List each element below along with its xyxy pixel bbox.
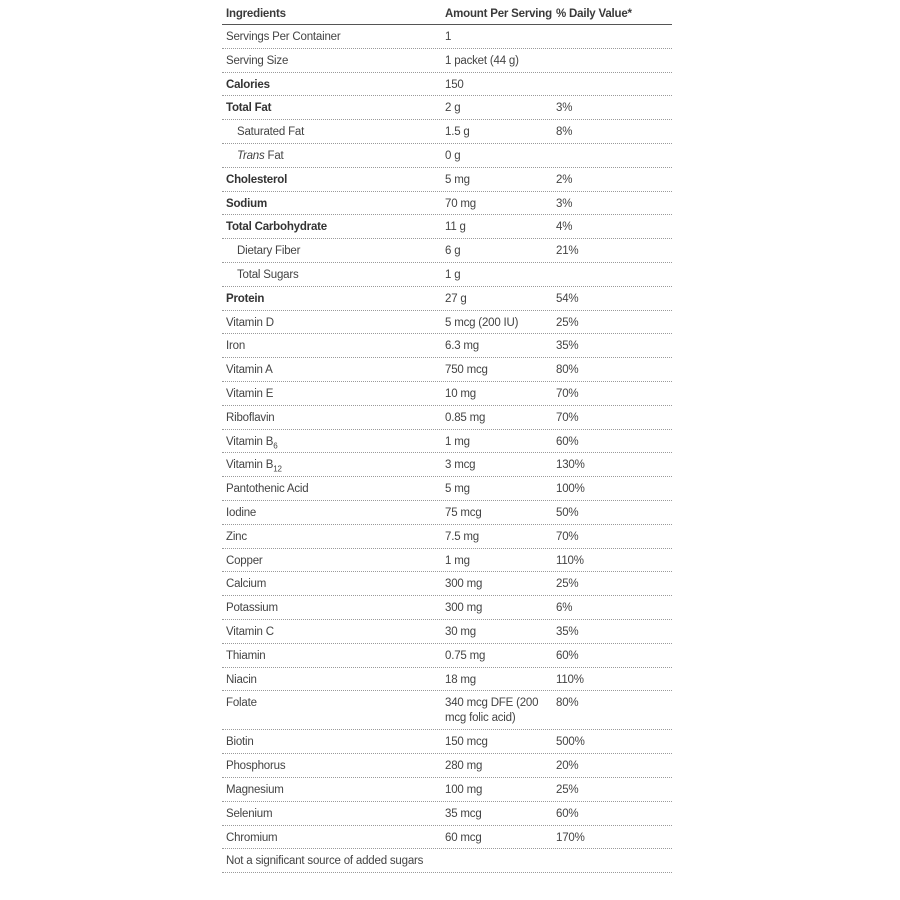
nutrient-amount: 150: [445, 78, 464, 91]
nutrient-amount: 3 mcg: [445, 459, 476, 472]
nutrient-name: Vitamin D: [226, 316, 274, 329]
nutrient-name: Total Sugars: [237, 268, 299, 281]
amount-header: Amount Per Serving: [445, 8, 552, 20]
nutrient-amount: 340 mcg DFE (200 mcg folic acid): [445, 697, 539, 725]
nutrient-daily-value: [556, 144, 672, 149]
nutrient-daily-value: 100%: [556, 483, 585, 496]
nutrient-name: [222, 430, 445, 450]
nutrient-amount: 2 g: [445, 102, 461, 115]
nutrient-name: Niacin: [226, 673, 257, 686]
nutrient-daily-value: [556, 49, 672, 54]
table-row: [222, 406, 672, 430]
added-sugars-footnote: Not a significant source of added sugars: [226, 855, 424, 868]
table-row: [222, 168, 672, 192]
table-row: [222, 215, 672, 239]
daily-value-header: % Daily Value*: [556, 8, 632, 20]
vitamin-subscript: 6: [273, 440, 278, 450]
table-row: [222, 358, 672, 382]
nutrient-daily-value: 50%: [556, 506, 579, 519]
nutrient-amount: 75 mcg: [445, 506, 482, 519]
nutrient-daily-value: 25%: [556, 783, 579, 796]
nutrient-amount: 1 packet (44 g): [445, 54, 519, 67]
nutrient-amount: 300 mg: [445, 602, 483, 615]
nutrient-daily-value: 6%: [556, 602, 573, 615]
nutrient-name: [222, 144, 445, 164]
table-row: [222, 778, 672, 802]
nutrient-name: Thiamin: [226, 649, 266, 662]
nutrient-name: Riboflavin: [226, 411, 275, 424]
table-row: [222, 477, 672, 501]
nutrient-amount: 280 mg: [445, 760, 483, 773]
nutrient-daily-value: [556, 73, 672, 78]
nutrient-daily-value: 110%: [556, 673, 584, 686]
nutrient-amount: 5 mg: [445, 173, 470, 186]
nutrient-amount: 70 mg: [445, 197, 476, 210]
table-row: [222, 453, 672, 477]
nutrient-daily-value: 21%: [556, 245, 579, 258]
nutrient-daily-value: 60%: [556, 435, 579, 448]
nutrient-name: Phosphorus: [226, 760, 286, 773]
nutrient-daily-value: 3%: [556, 102, 573, 115]
nutrient-name: Zinc: [226, 530, 247, 543]
nutrient-daily-value: 54%: [556, 292, 579, 305]
nutrient-name: Vitamin E: [226, 387, 274, 400]
table-row: [222, 802, 672, 826]
nutrient-name: Magnesium: [226, 783, 284, 796]
nutrient-amount: 1 mg: [445, 554, 470, 567]
table-row: [222, 25, 672, 49]
trans-label: Trans: [237, 149, 265, 162]
table-row: [222, 311, 672, 335]
nutrient-daily-value: 70%: [556, 530, 579, 543]
nutrient-amount: 10 mg: [445, 387, 476, 400]
table-row: [222, 96, 672, 120]
nutrient-name: Protein: [226, 292, 265, 305]
nutrient-daily-value: [556, 25, 672, 30]
table-row: [222, 572, 672, 596]
nutrient-name: Pantothenic Acid: [226, 483, 309, 496]
nutrient-amount: 6 g: [445, 245, 461, 258]
table-row: [222, 287, 672, 311]
table-row: [222, 144, 672, 168]
nutrient-name: Total Fat: [226, 102, 272, 115]
table-row: [222, 691, 672, 730]
nutrient-daily-value: 4%: [556, 221, 573, 234]
nutrient-amount: 150 mcg: [445, 736, 488, 749]
nutrient-name: Iron: [226, 340, 246, 353]
nutrient-daily-value: 80%: [556, 697, 579, 710]
nutrient-daily-value: 25%: [556, 578, 579, 591]
vitamin-subscript: 12: [273, 464, 282, 474]
nutrient-amount: 1: [445, 31, 452, 43]
nutrient-daily-value: 170%: [556, 831, 585, 844]
nutrient-name: Total Carbohydrate: [226, 221, 327, 234]
nutrient-name: Cholesterol: [226, 173, 288, 186]
nutrient-amount: 60 mcg: [445, 831, 482, 844]
nutrient-name: Calories: [226, 78, 270, 91]
nutrient-amount: 1 mg: [445, 435, 470, 448]
nutrient-name: Servings Per Container: [226, 31, 341, 43]
table-row: [222, 549, 672, 573]
nutrient-daily-value: 60%: [556, 807, 579, 820]
table-header: [222, 2, 672, 25]
nutrient-amount: 1.5 g: [445, 126, 470, 139]
nutrient-daily-value: 3%: [556, 197, 573, 210]
nutrient-name: Serving Size: [226, 54, 289, 67]
nutrient-name: Saturated Fat: [237, 126, 305, 139]
nutrient-daily-value: 2%: [556, 173, 573, 186]
table-row: [222, 73, 672, 97]
table-row: [222, 826, 672, 850]
nutrient-daily-value: 8%: [556, 126, 573, 139]
nutrient-daily-value: [556, 263, 672, 268]
table-row: [222, 192, 672, 216]
nutrient-amount: 7.5 mg: [445, 530, 479, 543]
nutrient-name: Vitamin A: [226, 364, 273, 377]
table-row: [222, 501, 672, 525]
nutrient-amount: 1 g: [445, 268, 461, 281]
nutrient-amount: 0 g: [445, 149, 461, 162]
nutrient-daily-value: 35%: [556, 625, 579, 638]
ingredients-header: Ingredients: [226, 8, 286, 20]
table-footnote-row: [222, 849, 672, 873]
nutrient-daily-value: 500%: [556, 736, 585, 749]
nutrient-amount: 0.75 mg: [445, 649, 486, 662]
nutrient-name: Vitamin C: [226, 625, 274, 638]
table-row: [222, 668, 672, 692]
nutrient-amount: 5 mcg (200 IU): [445, 316, 519, 329]
nutrient-name: Potassium: [226, 602, 278, 615]
table-row: [222, 525, 672, 549]
nutrient-daily-value: 25%: [556, 316, 579, 329]
nutrient-name: [222, 453, 445, 473]
nutrient-amount: 750 mcg: [445, 364, 488, 377]
table-row: [222, 644, 672, 668]
nutrient-name: Iodine: [226, 506, 257, 519]
table-row: [222, 120, 672, 144]
nutrient-daily-value: 80%: [556, 364, 579, 377]
nutrient-name: Biotin: [226, 736, 254, 749]
nutrient-daily-value: 130%: [556, 459, 585, 472]
nutrient-amount: 6.3 mg: [445, 340, 479, 353]
table-row: [222, 334, 672, 358]
nutrient-daily-value: 35%: [556, 340, 579, 353]
nutrient-amount: 35 mcg: [445, 807, 482, 820]
nutrient-daily-value: 60%: [556, 649, 579, 662]
nutrition-facts-table: [222, 2, 672, 873]
nutrient-amount: 30 mg: [445, 625, 476, 638]
nutrient-daily-value: 70%: [556, 387, 579, 400]
nutrient-daily-value: 70%: [556, 411, 579, 424]
table-row: [222, 620, 672, 644]
fat-label: Fat: [264, 149, 284, 162]
nutrient-name: Chromium: [226, 831, 278, 844]
nutrient-name: Copper: [226, 554, 263, 567]
nutrient-amount: 100 mg: [445, 783, 483, 796]
nutrient-amount: 18 mg: [445, 673, 476, 686]
nutrient-name: Selenium: [226, 807, 273, 820]
nutrient-amount: 0.85 mg: [445, 411, 486, 424]
table-row: [222, 730, 672, 754]
nutrient-daily-value: 110%: [556, 554, 584, 567]
vitamin-b-label: Vitamin B: [226, 459, 274, 472]
table-row: [222, 263, 672, 287]
nutrient-name: Calcium: [226, 578, 267, 591]
table-row: [222, 49, 672, 73]
nutrient-amount: 27 g: [445, 292, 467, 305]
nutrient-name: Folate: [226, 697, 257, 710]
table-row: [222, 430, 672, 454]
nutrient-name: Dietary Fiber: [237, 245, 301, 258]
nutrient-amount: 11 g: [445, 221, 466, 234]
nutrient-name: Sodium: [226, 197, 267, 210]
nutrient-daily-value: 20%: [556, 760, 579, 773]
nutrient-amount: 5 mg: [445, 483, 470, 496]
table-row: [222, 754, 672, 778]
nutrient-amount: 300 mg: [445, 578, 483, 591]
table-row: [222, 596, 672, 620]
table-row: [222, 382, 672, 406]
vitamin-b-label: Vitamin B: [226, 435, 274, 448]
table-row: [222, 239, 672, 263]
